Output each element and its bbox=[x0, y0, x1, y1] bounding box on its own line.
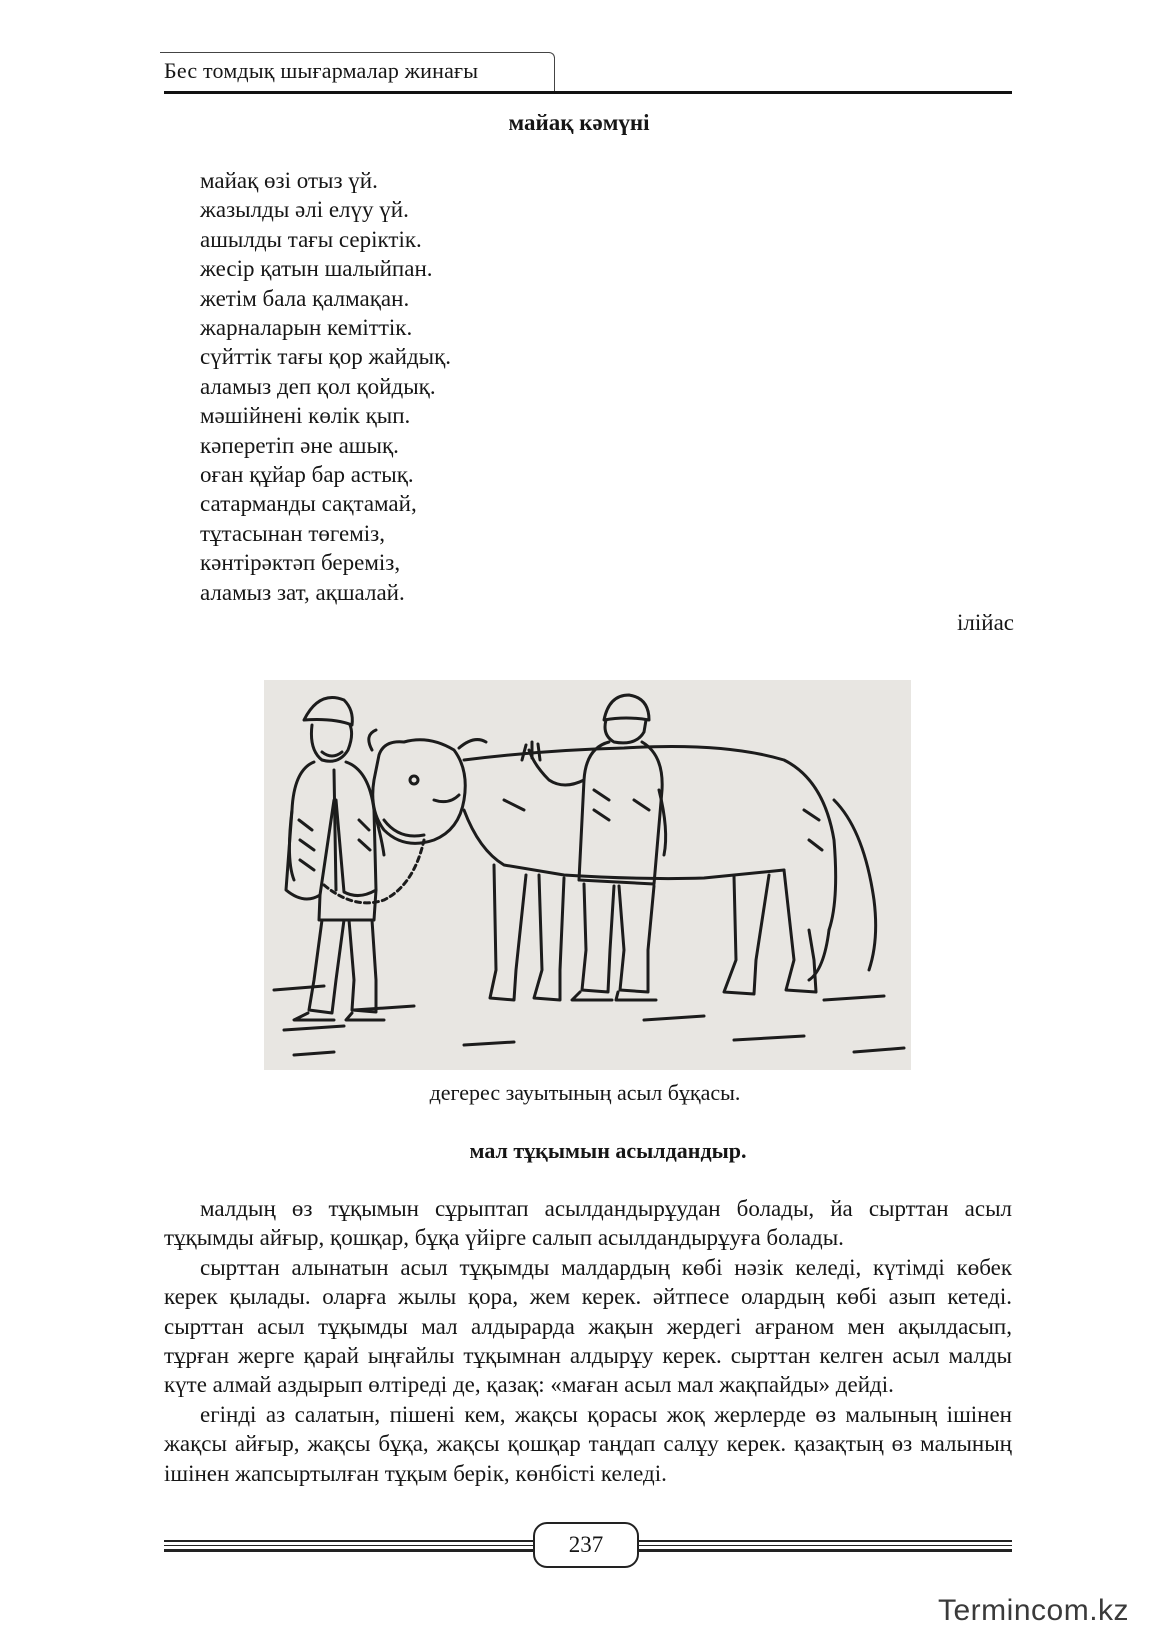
paragraph: малдың өз тұқымын сұрыптап асылдандырұудан болады, йа сырттан асыл тұқымды айғыр, қошқар, бұқа үйірге салып асылдандырұуға болады. bbox=[164, 1196, 1012, 1251]
header-rule bbox=[164, 91, 1012, 94]
poem-line: сатарманды сақтамай, bbox=[200, 491, 417, 517]
poem-line: ашылды тағы серіктік. bbox=[200, 226, 422, 252]
poem-line: мәшійнені көлік қып. bbox=[200, 403, 411, 429]
poem-line: аламыз зат, ақшалай. bbox=[200, 579, 405, 605]
poem-line: жесір қатын шалыйпан. bbox=[200, 256, 433, 282]
poem-line: тұтасынан төгеміз, bbox=[200, 520, 385, 546]
article-body bbox=[164, 1194, 1012, 1488]
poem-line: жетім бала қалмақан. bbox=[200, 285, 410, 311]
poem-line: кәнтірәктәп береміз, bbox=[200, 550, 401, 576]
page-number: 237 bbox=[533, 1522, 639, 1568]
poem-line: жарналарын кеміттік. bbox=[200, 315, 413, 341]
poem-line: майақ өзі отыз үй. bbox=[200, 168, 378, 193]
poem-title: майақ кәмүні bbox=[508, 110, 650, 135]
paragraph: егінді аз салатын, пішені кем, жақсы қорасы жоқ жерлерде өз малының ішінен жақсы айғыр, жақсы бұқа, жақсы қошқар таңдап салұу керек. қазақтың өз малының ішінен жапсыртылған тұқым берік, көнбісті келеді. bbox=[164, 1401, 1012, 1486]
poem-body bbox=[200, 166, 451, 607]
poem-line: кәперетіп әне ашық. bbox=[200, 432, 399, 458]
poem-author: ілійас bbox=[957, 610, 1014, 635]
running-header: Бес томдық шығармалар жинағы bbox=[164, 58, 479, 83]
poem-line: оған құйар бар астық. bbox=[200, 462, 414, 488]
poem-line: сүйттік тағы қор жайдық. bbox=[200, 344, 452, 370]
figure-caption: дегерес зауытының асыл бұқасы. bbox=[429, 1080, 741, 1105]
poem-line: жазылды әлі елүу үй. bbox=[200, 197, 409, 223]
watermark-logo bbox=[938, 1594, 1138, 1630]
paragraph: сырттан алынатын асыл тұқымды малдардың көбі нәзік келеді, күтімді көбек керек қылады. оларға жылы қора, жем керек. әйтпесе олардың көбі азып кетеді. сырттан асыл тұқымды мал алдырарда жақын жердегі ағраном мен ақылдасып, тұрған жерге қарай ыңғайлы тұқымнан алдырұу керек. сырттан келген асыл малды күте алмай аздырып өлтіреді де, қазақ: «маған асыл мал жақпайды» дейді. bbox=[164, 1254, 1012, 1398]
watermark-text: Termincom.kz bbox=[938, 1594, 1130, 1627]
bull-illustration bbox=[264, 680, 911, 1070]
article-title: мал тұқымын асылдандыр. bbox=[469, 1138, 747, 1163]
poem-line: аламыз деп қол қойдық. bbox=[200, 373, 436, 399]
